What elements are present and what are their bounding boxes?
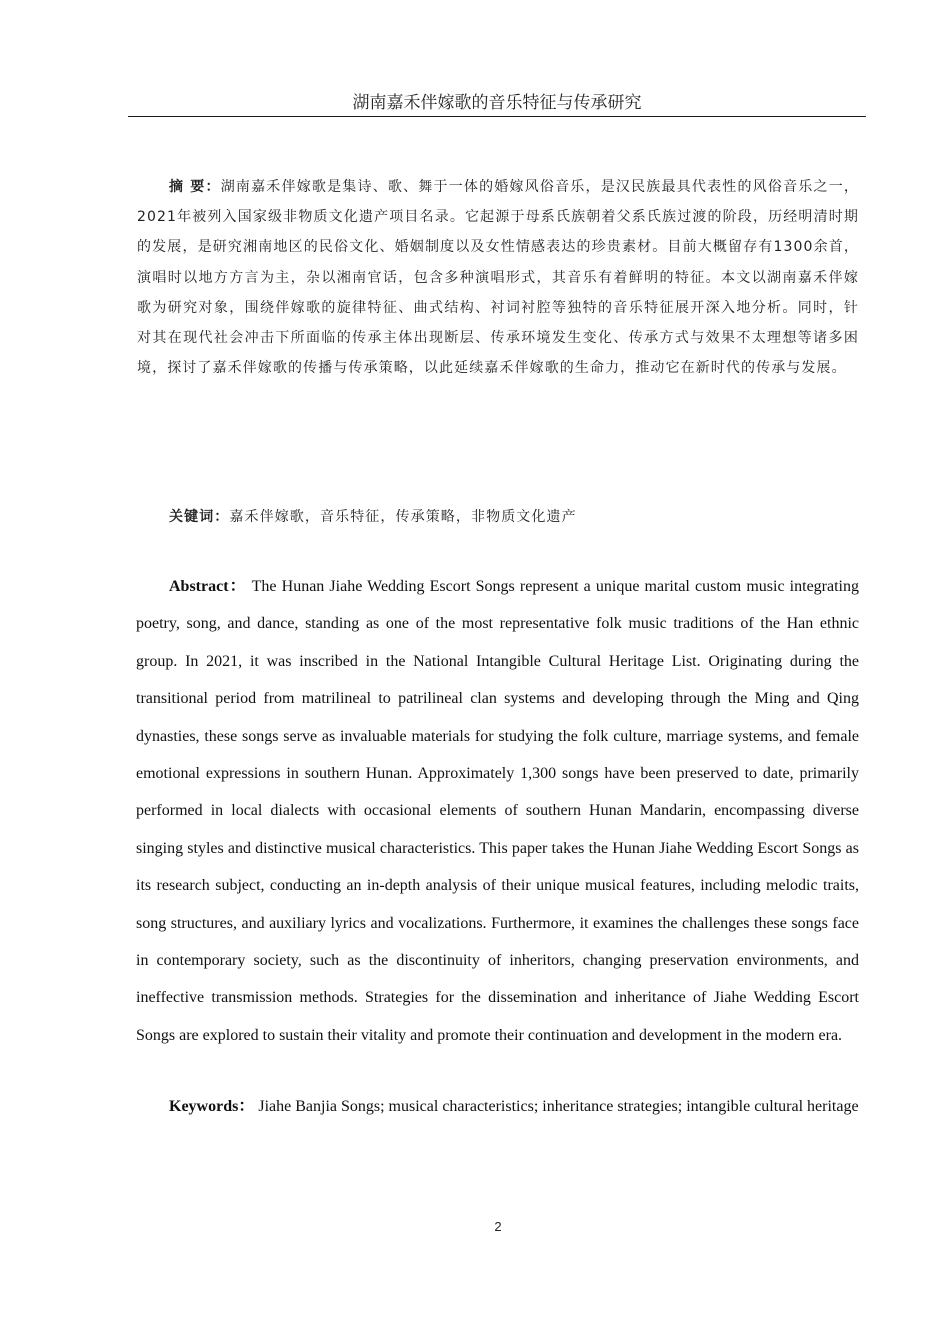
chinese-abstract-label: 摘 要： (169, 179, 221, 195)
english-abstract-label: Abstract： (169, 578, 247, 595)
english-abstract (136, 568, 859, 1054)
chinese-keywords (137, 502, 859, 532)
english-abstract-text: The Hunan Jiahe Wedding Escort Songs represent a unique marital custom music integrating poetry, song, and dance, standing as one of the most representative folk music traditions of the Han ethnic group. In 2021, it was inscribed in the National Intangible Cultural Heritage List. Originating during the transitional period from matrilineal to patrilineal clan systems and developing through the Ming and Qing dynasties, these songs serve as invaluable materials for studying the folk culture, marriage systems, and female emotional expressions in southern Hunan. Approximately 1,300 songs have been preserved to date, primarily performed in local dialects with occasional elements of southern Hunan Mandarin, encompassing diverse singing styles and distinctive musical characteristics. This paper takes the Hunan Jiahe Wedding Escort Songs as its research subject, conducting an in-depth analysis of their unique musical features, including melodic traits, song structures, and auxiliary lyrics and vocalizations. Furthermore, it examines the challenges these songs face in contemporary society, such as the discontinuity of inheritors, changing preservation environments, and ineffective transmission methods. Strategies for the dissemination and inheritance of Jiahe Wedding Escort Songs are explored to sustain their vitality and promote their continuation and development in the modern era. (136, 578, 859, 1044)
chinese-abstract (137, 172, 859, 383)
english-keywords-label: Keywords： (169, 1098, 255, 1115)
running-header (128, 92, 866, 117)
page-number: 2 (494, 1219, 502, 1234)
english-keywords-text: Jiahe Banjia Songs; musical characteristics; inheritance strategies; intangible cultural heritage (258, 1098, 859, 1115)
english-keywords (136, 1088, 859, 1125)
chinese-abstract-text: 湖南嘉禾伴嫁歌是集诗、歌、舞于一体的婚嫁风俗音乐，是汉民族最具代表性的风俗音乐之一，2021年被列入国家级非物质文化遗产项目名录。它起源于母系氏族朝着父系氏族过渡的阶段，历经明清时期的发展，是研究湘南地区的民俗文化、婚姻制度以及女性情感表达的珍贵素材。目前大概留存有1300余首，演唱时以地方方言为主，杂以湘南官话，包含多种演唱形式，其音乐有着鲜明的特征。本文以湖南嘉禾伴嫁歌为研究对象，围绕伴嫁歌的旋律特征、曲式结构、衬词衬腔等独特的音乐特征展开深入地分析。同时，针对其在现代社会冲击下所面临的传承主体出现断层、传承环境发生变化、传承方式与效果不太理想等诸多困境，探讨了嘉禾伴嫁歌的传播与传承策略，以此延续嘉禾伴嫁歌的生命力，推动它在新时代的传承与发展。 (137, 179, 859, 377)
chinese-keywords-label: 关键词： (169, 509, 230, 525)
header-title: 湖南嘉禾伴嫁歌的音乐特征与传承研究 (352, 93, 642, 113)
chinese-keywords-text: 嘉禾伴嫁歌，音乐特征，传承策略，非物质文化遗产 (229, 509, 577, 525)
